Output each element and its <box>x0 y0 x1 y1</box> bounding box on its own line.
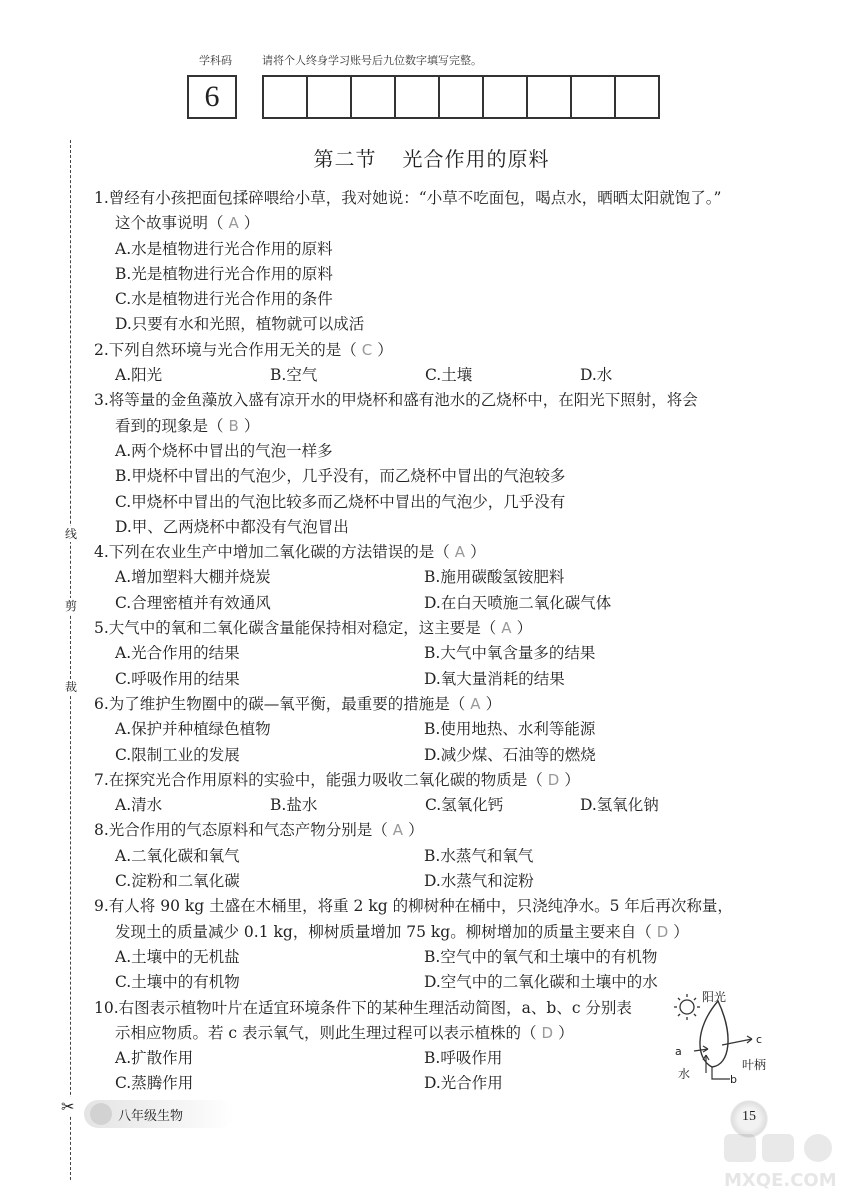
question-stem: 6.为了维护生物圈中的碳—氧平衡，最重要的措施是（ A ） <box>94 694 502 713</box>
option-c: C.土壤 <box>425 366 473 385</box>
account-digit-cell[interactable] <box>482 75 528 119</box>
account-instruction: 请将个人终身学习账号后九位数字填写完整。 <box>262 54 482 67</box>
label-b: b <box>730 1073 737 1085</box>
option-b: B.大气中氧含量多的结果 <box>424 644 596 663</box>
petiole-line <box>712 1067 730 1079</box>
option-row <box>94 717 794 742</box>
option-a: A.阳光 <box>115 366 163 385</box>
question-stem-tail: 发现土的质量减少 0.1 kg，柳树质量增加 75 kg。柳树增加的质量主要来自（ D ） <box>115 922 689 941</box>
label-c: c <box>756 1033 763 1046</box>
question-7 <box>94 768 794 819</box>
page-number: 15 <box>742 1109 756 1124</box>
option-b: B.施用碳酸氢铵肥料 <box>424 568 565 587</box>
watermark-logo <box>720 1130 855 1192</box>
question-8 <box>94 818 794 894</box>
sun-icon <box>674 994 700 1020</box>
option-b: B.空气中的氧气和土壤中的有机物 <box>424 947 658 966</box>
question-5 <box>94 616 794 692</box>
option-row <box>94 869 794 894</box>
question-stem: 7.在探究光合作用原料的实验中，能强力吸收二氧化碳的物质是（ D ） <box>94 770 580 789</box>
question-9 <box>94 894 794 995</box>
option-d: D.减少煤、石油等的燃烧 <box>424 745 596 764</box>
option-row <box>94 844 794 869</box>
option-row <box>94 591 794 616</box>
sunlight-label: 阳光 <box>702 990 727 1004</box>
question-stem: 2.下列自然环境与光合作用无关的是（ C ） <box>94 340 393 359</box>
answer-mark: A <box>228 214 239 233</box>
option-b: B.水蒸气和氧气 <box>424 846 534 865</box>
answer-mark: D <box>547 770 560 789</box>
option-a: A.水是植物进行光合作用的原料 <box>115 239 333 258</box>
option-a: A.两个烧杯中冒出的气泡一样多 <box>115 441 333 460</box>
answer-mark: A <box>470 694 481 713</box>
water-label: 水 <box>678 1067 691 1081</box>
option-c: C.甲烧杯中冒出的气泡比较多而乙烧杯中冒出的气泡少，几乎没有 <box>115 492 566 511</box>
option-row <box>94 363 794 388</box>
watermark-text: MXQE.COM <box>724 1170 837 1191</box>
account-digit-cell[interactable] <box>350 75 396 119</box>
question-stem-tail: 看到的现象是（ B ） <box>115 416 260 435</box>
cut-line-char-cai: 裁 <box>62 679 80 695</box>
option-a: A.清水 <box>115 796 163 815</box>
question-1 <box>94 186 794 338</box>
option-row <box>94 743 794 768</box>
option-b: B.盐水 <box>270 796 318 815</box>
label-a: a <box>675 1045 682 1058</box>
option-d: D.氧大量消耗的结果 <box>424 669 565 688</box>
leaf-process-diagram <box>672 985 782 1085</box>
option-d: D.水 <box>580 366 613 385</box>
option-c: C.水是植物进行光合作用的条件 <box>115 290 333 309</box>
option-a: A.土壤中的无机盐 <box>115 947 240 966</box>
account-digit-cell[interactable] <box>614 75 660 119</box>
option-b: B.使用地热、水利等能源 <box>424 720 596 739</box>
cut-line-char-xian: 线 <box>62 526 80 542</box>
question-3 <box>94 388 794 540</box>
option-d: D.在白天喷施二氧化碳气体 <box>424 593 612 612</box>
option-row <box>94 793 794 818</box>
question-2 <box>94 338 794 389</box>
question-stem: 3.将等量的金鱼藻放入盛有凉开水的甲烧杯和盛有池水的乙烧杯中，在阳光下照射，将会 <box>94 391 698 410</box>
option-b: B.光是植物进行光合作用的原料 <box>115 264 333 283</box>
answer-mark: D <box>541 1023 554 1042</box>
option-d: D.空气中的二氧化碳和土壤中的水 <box>424 973 658 992</box>
cut-line-char-jian: 剪 <box>62 598 80 614</box>
option-d: D.水蒸气和淀粉 <box>424 872 534 891</box>
option-a: A.增加塑料大棚并烧炭 <box>115 568 271 587</box>
answer-mark: C <box>361 340 373 359</box>
question-6 <box>94 692 794 768</box>
section-title <box>0 143 863 172</box>
option-c: C.呼吸作用的结果 <box>115 669 240 688</box>
footer-tag-icon <box>90 1103 112 1125</box>
question-stem-tail: 这个故事说明（ A ） <box>115 214 260 233</box>
option-c: C.淀粉和二氧化碳 <box>115 872 240 891</box>
account-digit-cell[interactable] <box>526 75 572 119</box>
scissors-icon: ✂ <box>61 1097 75 1116</box>
option-a: A.保护并种植绿色植物 <box>115 720 271 739</box>
option-a: A.扩散作用 <box>115 1049 194 1068</box>
question-list <box>94 186 794 1097</box>
option-d: D.只要有水和光照，植物就可以成活 <box>115 315 365 334</box>
option-c: C.合理密植并有效通风 <box>115 593 271 612</box>
option-row <box>94 641 794 666</box>
account-digit-cell[interactable] <box>306 75 352 119</box>
option-row <box>94 565 794 590</box>
question-stem: 10.右图表示植物叶片在适宜环境条件下的某种生理活动简图，a、b、c 分别表 <box>94 998 632 1017</box>
option-a: A.二氧化碳和氧气 <box>115 846 240 865</box>
option-b: B.甲烧杯中冒出的气泡少，几乎没有，而乙烧杯中冒出的气泡较多 <box>115 467 566 486</box>
option-row <box>94 667 794 692</box>
subject-code-label: 学科码 <box>199 54 232 67</box>
option-c: C.氢氧化钙 <box>425 796 504 815</box>
account-number-cells <box>262 75 660 119</box>
option-d: D.氢氧化钠 <box>580 796 659 815</box>
option-b: B.呼吸作用 <box>424 1049 503 1068</box>
answer-mark: A <box>501 619 512 638</box>
answer-mark: B <box>228 416 239 435</box>
section-name: 光合作用的原料 <box>402 147 550 171</box>
answer-mark: A <box>392 821 404 840</box>
question-stem-tail: 示相应物质。若 c 表示氧气，则此生理过程可以表示植株的（ D ） <box>115 1023 574 1042</box>
option-b: B.空气 <box>270 366 318 385</box>
option-d: D.光合作用 <box>424 1074 503 1093</box>
account-digit-cell[interactable] <box>570 75 616 119</box>
book-label: 八年级生物 <box>118 1109 184 1124</box>
question-stem: 9.有人将 90 kg 土盛在木桶里，将重 2 kg 的柳树种在桶中，只浇纯净水。5 年后再次称量， <box>94 897 733 916</box>
cut-line <box>70 140 71 1180</box>
option-row <box>94 945 794 970</box>
question-stem: 4.下列在农业生产中增加二氧化碳的方法错误的是（ A ） <box>94 543 486 562</box>
account-digit-cell[interactable] <box>262 75 308 119</box>
question-stem: 1.曾经有小孩把面包揉碎喂给小草，我对她说：“小草不吃面包，喝点水，晒晒太阳就饱了。” <box>94 189 722 207</box>
question-stem: 5.大气中的氧和二氧化碳含量能保持相对稳定，这主要是（ A ） <box>94 619 533 638</box>
question-4 <box>94 540 794 616</box>
answer-mark: D <box>656 922 669 941</box>
option-c: C.蒸腾作用 <box>115 1074 194 1093</box>
section-number: 第二节 <box>313 147 377 171</box>
account-digit-cell[interactable] <box>438 75 484 119</box>
subject-code-box: 6 <box>187 75 237 119</box>
option-a: A.光合作用的结果 <box>115 644 240 663</box>
option-d: D.甲、乙两烧杯中都没有气泡冒出 <box>115 517 349 536</box>
question-stem: 8.光合作用的气态原料和气态产物分别是（ A ） <box>94 821 424 840</box>
account-digit-cell[interactable] <box>394 75 440 119</box>
option-c: C.土壤中的有机物 <box>115 973 240 992</box>
option-c: C.限制工业的发展 <box>115 745 240 764</box>
answer-mark: A <box>454 543 466 562</box>
petiole-label: 叶柄 <box>742 1058 767 1072</box>
